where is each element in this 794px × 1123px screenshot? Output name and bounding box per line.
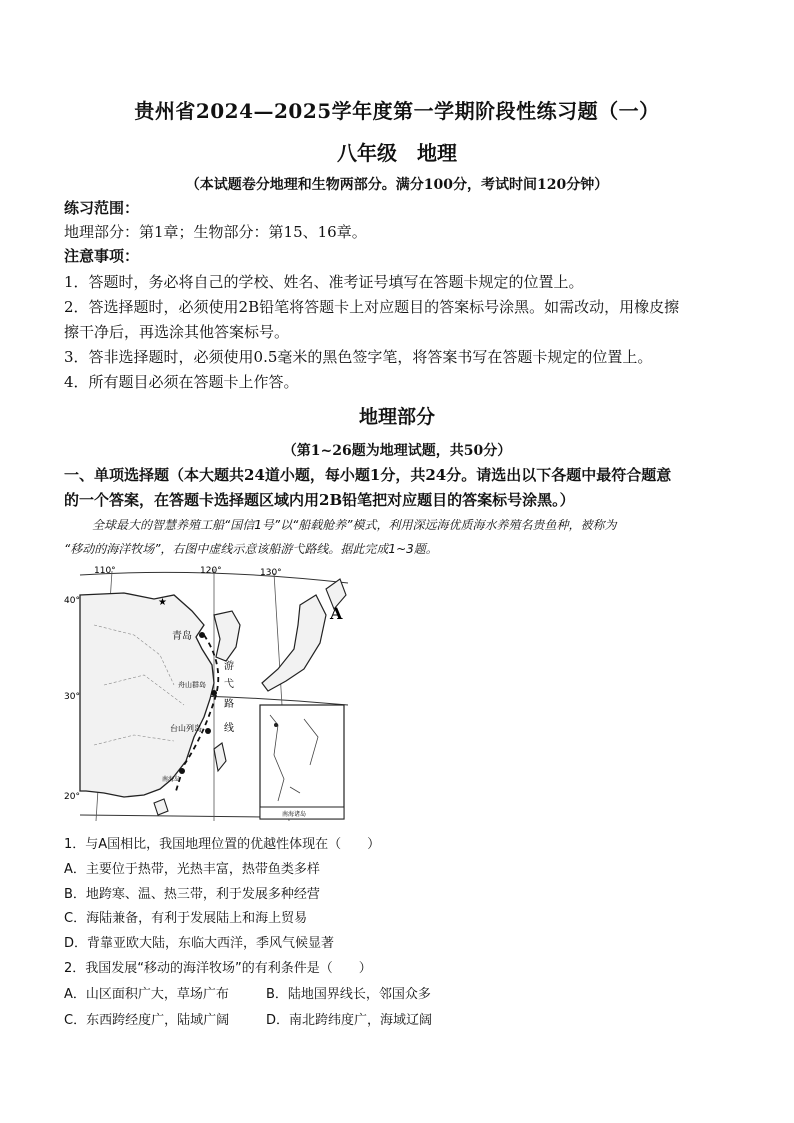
- scope-content: 地理部分：第1章；生物部分：第15、16章。: [64, 223, 367, 241]
- lon-label: 130°: [260, 568, 282, 578]
- route-label: 游: [224, 661, 234, 672]
- question-option: C．海陆兼备，有利于发展陆上和海上贸易: [64, 911, 308, 926]
- lat-label: 30°: [64, 692, 80, 702]
- lat-label: 40°: [64, 596, 80, 606]
- note-item: 擦干净后，再选涂其他答案标号。: [64, 323, 290, 341]
- route-label: 弋: [224, 679, 234, 690]
- lon-label: 110°: [94, 566, 116, 576]
- material-intro-line1: 全球最大的智慧养殖工船“国信1号”以“船载舱养”模式，利用深远海优质海水养殖名贵鱼种，被称为: [92, 518, 617, 532]
- scope-label: 练习范围：: [64, 199, 140, 217]
- place-label: 舟山群岛: [178, 681, 206, 689]
- route-label: 路: [224, 699, 234, 710]
- section-title: 地理部分: [358, 406, 435, 428]
- question-option: A．山区面积广大，草场广布: [64, 987, 229, 1002]
- question-option: B．陆地国界线长，邻国众多: [266, 987, 431, 1002]
- inset-label: 南海诸岛: [282, 811, 307, 818]
- part1-heading-line2: 的一个答案，在答题卡选择题区域内用2B铅笔把对应题目的答案标号涂黑。）: [64, 491, 575, 509]
- question-stem: 2．我国发展“移动的海洋牧场”的有利条件是（ ）: [64, 961, 372, 976]
- question-stem: 1．与A国相比，我国地理位置的优越性体现在（ ）: [64, 837, 381, 852]
- lat-label: 20°: [64, 792, 80, 802]
- lon-label: 120°: [200, 566, 222, 576]
- country-a-label: A: [330, 604, 343, 623]
- material-intro-line2: “移动的海洋牧场”，右图中虚线示意该船游弋路线。据此完成1~3题。: [64, 542, 438, 556]
- china-coast-map: [64, 565, 354, 827]
- section-subtitle: （第1~26题为地理试题，共50分）: [282, 443, 512, 459]
- capital-star-icon: ★: [158, 597, 167, 608]
- route-label: 线: [224, 723, 234, 734]
- exam-note: （本试题卷分地理和生物两部分。满分100分，考试时间120分钟）: [185, 177, 609, 193]
- question-option: B．地跨寒、温、热三带，利于发展多种经营: [64, 887, 320, 902]
- question-option: C．东西跨经度广，陆域广阔: [64, 1013, 230, 1028]
- part1-heading-line1: 一、单项选择题（本大题共24道小题，每小题1分，共24分。请选出以下各题中最符合题意: [64, 466, 672, 484]
- place-label: 南海岛: [162, 776, 181, 783]
- exam-subtitle: 八年级 地理: [337, 141, 457, 165]
- note-item: 2．答选择题时，必须使用2B铅笔将答题卡上对应题目的答案标号涂黑。如需改动，用橡皮擦: [64, 298, 680, 316]
- place-label: 青岛: [172, 631, 192, 642]
- place-label: 台山列岛: [170, 724, 202, 733]
- question-option: D．南北跨纬度广，海域辽阔: [266, 1013, 433, 1028]
- note-item: 3．答非选择题时，必须使用0.5毫米的黑色签字笔，将答案书写在答题卡规定的位置上。: [64, 348, 653, 366]
- question-option: A．主要位于热带，光热丰富，热带鱼类多样: [64, 862, 320, 877]
- exam-title: 贵州省2024—2025学年度第一学期阶段性练习题（一）: [134, 99, 660, 123]
- note-item: 1．答题时，务必将自己的学校、姓名、准考证号填写在答题卡规定的位置上。: [64, 273, 584, 291]
- notes-label: 注意事项：: [64, 247, 140, 265]
- note-item: 4．所有题目必须在答题卡上作答。: [64, 373, 299, 391]
- question-option: D．背靠亚欧大陆，东临大西洋，季风气候显著: [64, 936, 335, 951]
